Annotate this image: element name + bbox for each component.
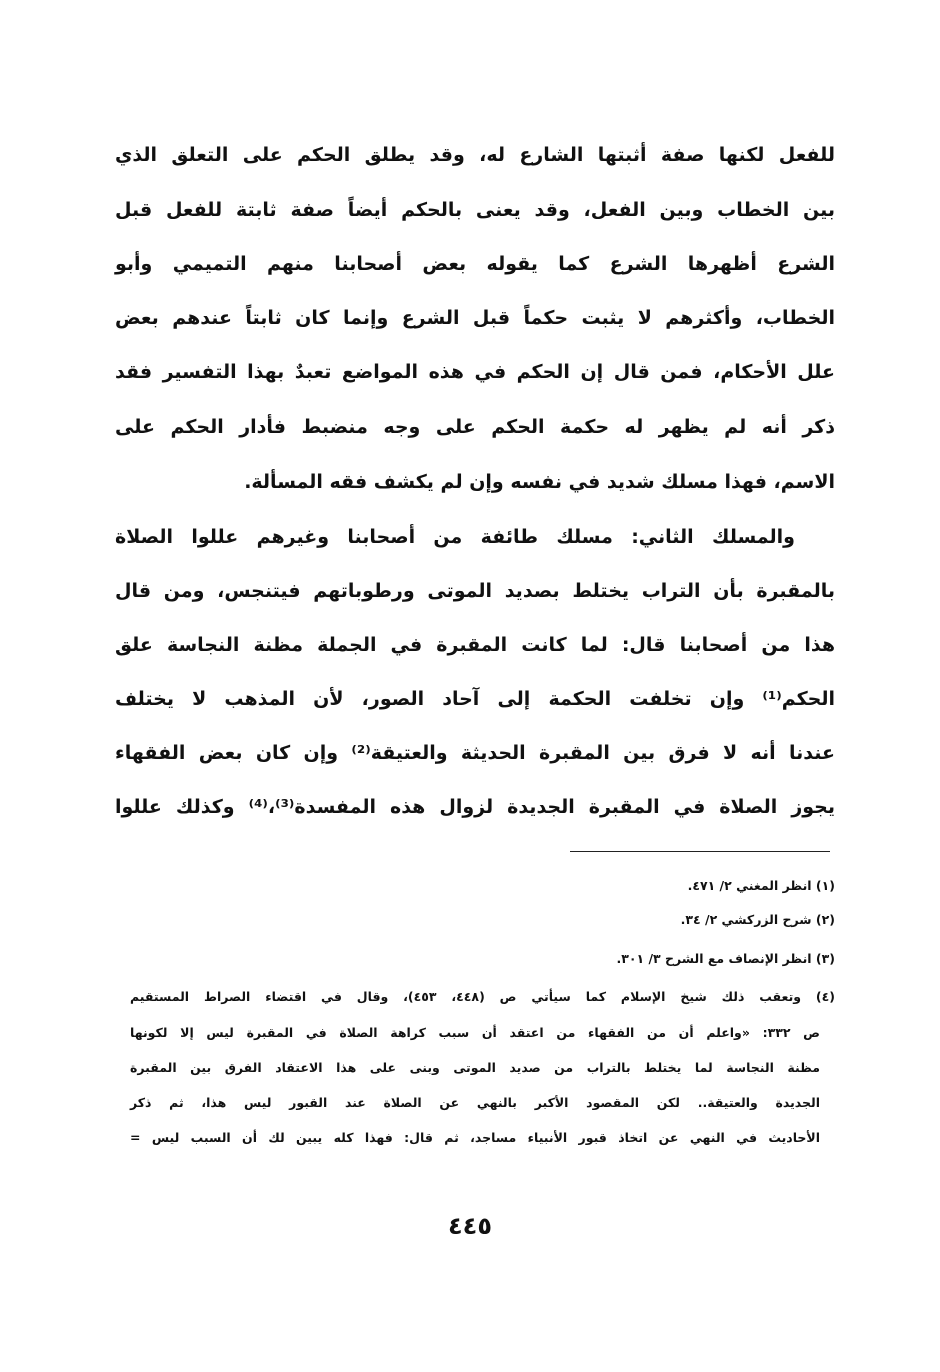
footnote: (٣) انظر الإنصاف مع الشرح ٣/ ٣٠١.: [616, 951, 835, 966]
body-line: بين الخطاب وبين الفعل، وقد يعنى بالحكم أيضاً صفة ثابتة للفعل قبل: [115, 199, 835, 221]
footnote-continuation: ص ٣٣٢: «واعلم أن من الفقهاء من اعتقد أن سبب كراهة الصلاة في المقبرة ليس إلا لكونها: [130, 1025, 820, 1040]
footnote-continuation: مظنة النجاسة لما يختلط بالتراب من صديد الموتى وبنى على هذا الاعتقاد الفرق بين المقبرة: [130, 1060, 820, 1075]
body-line: بالمقبرة بأن التراب يختلط بصديد الموتى ورطوباتهم فيتنجس، ومن قال: [115, 580, 835, 602]
footnote: (٢) شرح الزركشي ٢/ ٣٤.: [680, 912, 835, 927]
page-number: ٤٤٥: [448, 1212, 492, 1240]
body-line: عندنا أنه لا فرق بين المقبرة الحديثة والعتيقة⁽²⁾ وإن كان بعض الفقهاء: [115, 742, 836, 764]
body-line: للفعل لكنها صفة أثبتها الشارع له، وقد يطلق الحكم على التعلق الذي: [115, 144, 835, 166]
body-line: الخطاب، وأكثرهم لا يثبت حكماً قبل الشرع وإنما كان ثابتاً عندهم بعض: [115, 307, 835, 329]
body-line: الحكم⁽¹⁾ وإن تخلفت الحكمة إلى آحاد الصور، لأن المذهب لا يختلف: [115, 688, 835, 710]
footnote: (١) انظر المغني ٢/ ٤٧١.: [687, 878, 835, 893]
body-line: علل الأحكام، فمن قال إن الحكم في هذه المواضع تعبدٌ بهذا التفسير فقد: [115, 361, 835, 383]
footnote-continuation: الجديدة والعتيقة.. لكن المقصود الأكبر بالنهي عن الصلاة عند القبور ليس هذا، ثم ذكر: [130, 1095, 820, 1110]
body-line: الشرع أظهرها الشرع كما يقوله بعض أصحابنا منهم التميمي وأبو: [115, 253, 835, 275]
footnote-continuation: الأحاديث في النهي عن اتخاذ قبور الأنبياء مساجد، ثم قال: فهذا كله يبين لك أن السبب ليس =: [130, 1130, 820, 1145]
body-line: ذكر أنه لم يظهر له حكمة الحكم على وجه منضبط فأدار الحكم على: [115, 416, 835, 438]
body-line: الاسم، فهذا مسلك شديد في نفسه وإن لم يكشف فقه المسألة.: [244, 471, 835, 493]
body-line: والمسلك الثاني: مسلك طائفة من أصحابنا وغيرهم عللوا الصلاة: [115, 526, 795, 548]
body-line: يجوز الصلاة في المقبرة الجديدة لزوال هذه المفسدة⁽³⁾،⁽⁴⁾ وكذلك عللوا: [115, 796, 835, 818]
footnote: (٤) وتعقب ذلك شيخ الإسلام كما سيأتي ص (٤٤٨، ٤٥٣)، وقال في اقتضاء الصراط المستقيم: [130, 989, 835, 1004]
body-line: هذا من أصحابنا قال: لما كانت المقبرة في الجملة مظنة النجاسة علق: [115, 634, 835, 656]
footnote-separator: [570, 851, 830, 852]
